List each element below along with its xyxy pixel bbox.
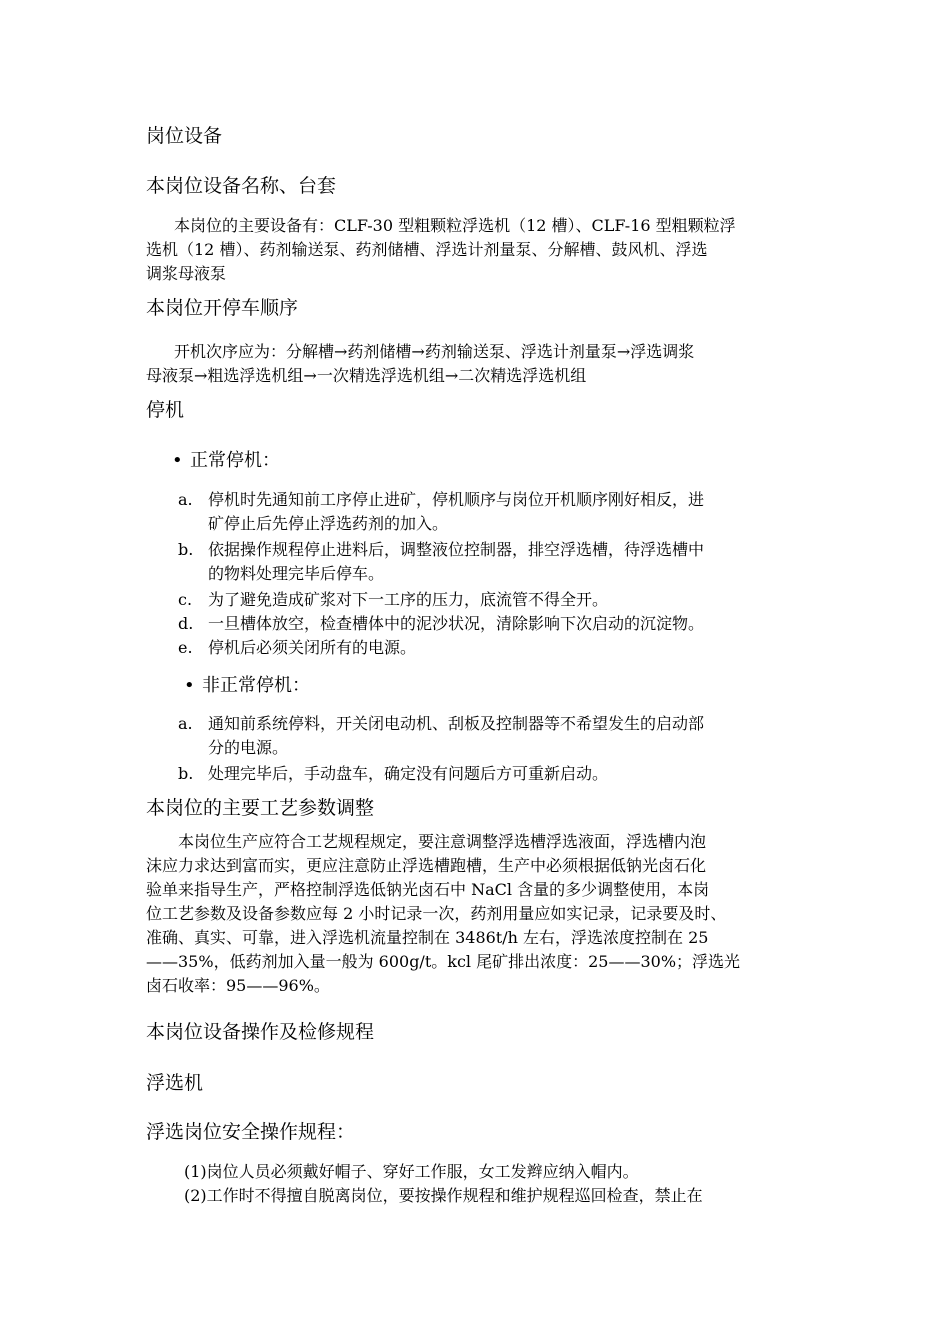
startup-paragraph bbox=[146, 340, 808, 388]
paragraph-line: 选机（12 槽）、药剂输送泵、药剂储槽、浮选计剂量泵、分解槽、鼓风机、浮选 bbox=[146, 240, 708, 259]
heading-post-equipment: 岗位设备 bbox=[146, 125, 223, 147]
paragraph-line: 本岗位生产应符合工艺规程规定，要注意调整浮选槽浮选液面，浮选槽内泡 bbox=[178, 832, 707, 851]
list-item: d. 一旦槽体放空，检查槽体中的泥沙状况，清除影响下次启动的沉淀物。 bbox=[178, 614, 705, 633]
paragraph-line: 卤石收率：95——96%。 bbox=[146, 976, 330, 995]
heading-process-params: 本岗位的主要工艺参数调整 bbox=[146, 797, 375, 819]
heading-start-stop-order: 本岗位开停车顺序 bbox=[146, 297, 299, 319]
list-item: a. 通知前系统停料，开关闭电动机、刮板及控制器等不希望发生的启动部 分的电源。 bbox=[178, 714, 705, 757]
paragraph-line: 准确、真实、可靠，进入浮选机流量控制在 3486t/h 左右，浮选浓度控制在 25 bbox=[146, 928, 709, 947]
abnormal-shutdown-title: • 非正常停机： bbox=[184, 675, 310, 696]
params-paragraph bbox=[146, 830, 808, 998]
paragraph-line: 本岗位的主要设备有：CLF-30 型粗颗粒浮选机（12 槽）、CLF-16 型粗颗粒浮 bbox=[174, 216, 736, 235]
heading-shutdown: 停机 bbox=[146, 399, 185, 421]
list-item: a. 停机时先通知前工序停止进矿，停机顺序与岗位开机顺序刚好相反，进 矿停止后先停止浮选药剂的加入。 bbox=[178, 490, 705, 533]
heading-operation-maintenance: 本岗位设备操作及检修规程 bbox=[146, 1021, 375, 1043]
safety-item: (2)工作时不得擅自脱离岗位，要按操作规程和维护规程巡回检查，禁止在 bbox=[184, 1186, 703, 1205]
paragraph-line: 调浆母液泵 bbox=[146, 264, 227, 283]
safety-list bbox=[184, 1160, 808, 1208]
heading-flotation-machine: 浮选机 bbox=[146, 1072, 204, 1094]
paragraph-line: 沫应力求达到富而实，更应注意防止浮选槽跑槽，生产中必须根据低钠光卤石化 bbox=[146, 856, 707, 875]
bullet-icon: • bbox=[184, 675, 195, 696]
paragraph-line: 开机次序应为：分解槽→药剂储槽→药剂输送泵、浮选计剂量泵→浮选调浆 bbox=[174, 342, 695, 361]
bullet-icon: • bbox=[172, 450, 183, 471]
paragraph-line: 位工艺参数及设备参数应每 2 小时记录一次，药剂用量应如实记录，记录要及时、 bbox=[146, 904, 727, 923]
normal-shutdown-title: • 正常停机： bbox=[172, 450, 280, 471]
paragraph-line: 母液泵→粗选浮选机组→一次精选浮选机组→二次精选浮选机组 bbox=[146, 366, 587, 385]
equipment-paragraph bbox=[146, 214, 808, 286]
list-item: c. 为了避免造成矿浆对下一工序的压力，底流管不得全开。 bbox=[178, 590, 609, 609]
paragraph-line: 验单来指导生产，严格控制浮选低钠光卤石中 NaCl 含量的多少调整使用，本岗 bbox=[146, 880, 710, 899]
list-item: b. 依据操作规程停止进料后，调整液位控制器，排空浮选槽，待浮选槽中 的物料处理完毕后停车。 bbox=[178, 540, 705, 583]
safety-item: (1)岗位人员必须戴好帽子、穿好工作服，女工发辫应纳入帽内。 bbox=[184, 1162, 639, 1181]
heading-safety-rules: 浮选岗位安全操作规程： bbox=[146, 1121, 356, 1143]
paragraph-line: ——35%，低药剂加入量一般为 600g/t。kcl 尾矿排出浓度：25——30%；浮选光 bbox=[146, 952, 741, 971]
list-item: e. 停机后必须关闭所有的电源。 bbox=[178, 638, 417, 657]
heading-equipment-list: 本岗位设备名称、台套 bbox=[146, 175, 337, 197]
list-item: b. 处理完毕后，手动盘车，确定没有问题后方可重新启动。 bbox=[178, 764, 609, 783]
